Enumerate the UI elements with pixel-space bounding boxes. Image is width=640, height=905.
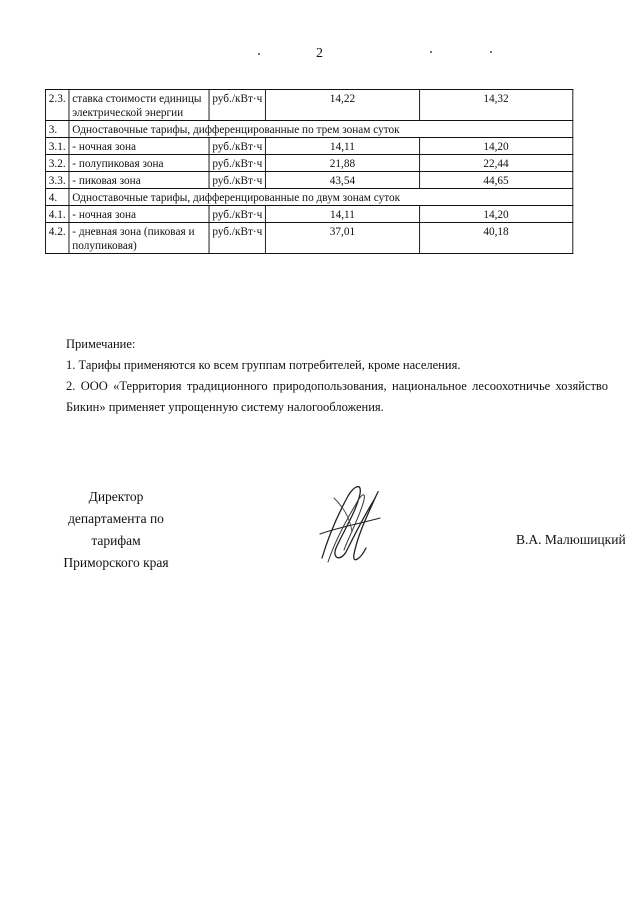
row-unit: руб./кВт·ч	[209, 138, 266, 155]
signatory-position: Директор	[88, 489, 144, 504]
row-unit: руб./кВт·ч	[209, 155, 266, 172]
row-unit: руб./кВт·ч	[209, 206, 266, 223]
notes-heading: Примечание:	[66, 337, 136, 351]
table-row	[45, 223, 572, 254]
table-row	[45, 138, 572, 155]
scan-speck	[430, 51, 432, 53]
value-period-2: 14,20	[419, 138, 573, 155]
row-number: 4.	[45, 189, 69, 206]
value-period-2: 40,18	[419, 223, 573, 254]
row-number: 4.1.	[45, 206, 69, 223]
row-description: - ночная зона	[69, 206, 209, 223]
scan-speck	[490, 51, 492, 53]
row-description: ставка стоимости единицы электрической энергии	[69, 90, 209, 121]
row-number: 3.1.	[45, 138, 69, 155]
signatory-title	[46, 486, 186, 574]
value-period-1: 14,11	[266, 206, 420, 223]
row-number: 3.	[45, 121, 69, 138]
tariff-table	[45, 89, 573, 254]
row-description: - пиковая зона	[69, 172, 209, 189]
value-period-2: 44,65	[419, 172, 573, 189]
row-number: 3.2.	[45, 155, 69, 172]
value-period-1: 14,22	[266, 90, 420, 121]
value-period-1: 37,01	[266, 223, 420, 254]
signatory-name: В.А. Малюшицкий	[516, 532, 626, 547]
section-title: Одноставочные тарифы, дифференцированные по трем зонам суток	[69, 121, 573, 138]
scan-speck	[258, 53, 260, 55]
note-item-1: 1. Тарифы применяются ко всем группам потребителей, кроме населения.	[66, 358, 461, 372]
value-period-1: 43,54	[266, 172, 420, 189]
row-unit: руб./кВт·ч	[209, 223, 266, 254]
signatory-region: Приморского края	[63, 555, 169, 570]
handwritten-signature	[314, 478, 384, 570]
row-description: - ночная зона	[69, 138, 209, 155]
row-number: 4.2.	[45, 223, 69, 254]
tariff-table-body	[45, 90, 572, 254]
value-period-2: 22,44	[419, 155, 573, 172]
notes-block	[66, 334, 608, 418]
row-description: - дневная зона (пиковая и полупиковая)	[69, 223, 209, 254]
table-section-row	[45, 121, 572, 138]
value-period-2: 14,32	[419, 90, 573, 121]
value-period-1: 14,11	[266, 138, 420, 155]
table-row	[45, 172, 572, 189]
value-period-1: 21,88	[266, 155, 420, 172]
table-row	[45, 90, 572, 121]
page-number: 2	[316, 46, 323, 61]
table-section-row	[45, 189, 572, 206]
row-number: 2.3.	[45, 90, 69, 121]
value-period-2: 14,20	[419, 206, 573, 223]
table-row	[45, 155, 572, 172]
note-item-2: 2. ООО «Территория традиционного природопользования, национальное лесоохотничье хозяйство Бикин» применяет упрощенную систему налогообложения.	[66, 379, 608, 414]
section-title: Одноставочные тарифы, дифференцированные по двум зонам суток	[69, 189, 573, 206]
signatory-department: департамента по тарифам	[68, 511, 164, 548]
row-number: 3.3.	[45, 172, 69, 189]
row-description: - полупиковая зона	[69, 155, 209, 172]
row-unit: руб./кВт·ч	[209, 90, 266, 121]
row-unit: руб./кВт·ч	[209, 172, 266, 189]
table-row	[45, 206, 572, 223]
